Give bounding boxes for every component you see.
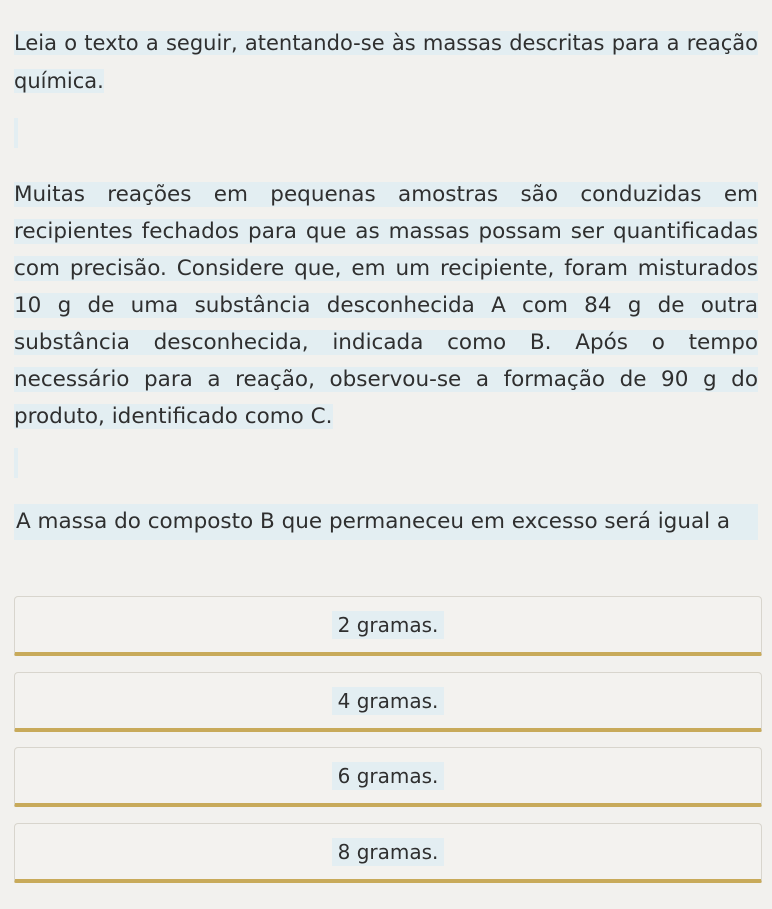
answer-option-3[interactable] bbox=[14, 747, 762, 807]
instruction-text-content: Leia o texto a seguir, atentando-se às massas descritas para a reação química. bbox=[14, 31, 758, 93]
passage-text-content: Muitas reações em pequenas amostras são conduzidas em recipientes fechados para que as massas possam ser quantificadas com precisão. Considere que, em um recipiente, foram misturados 10 g de uma substância desconhecida A com 84 g de outra substância desconhecida, indicada como B. Após o tempo necessário para a reação, observou-se a formação de 90 g do produto, identificado como C. bbox=[14, 182, 758, 429]
answer-option-4[interactable] bbox=[14, 823, 762, 883]
text-cursor-marker bbox=[14, 448, 18, 478]
answer-option-1[interactable] bbox=[14, 596, 762, 656]
answer-option-label: 2 gramas. bbox=[332, 611, 445, 639]
answer-option-label: 4 gramas. bbox=[332, 687, 445, 715]
instruction-text bbox=[14, 24, 758, 100]
question-prompt: A massa do composto B que permaneceu em excesso será igual a bbox=[14, 504, 758, 540]
answer-option-label: 8 gramas. bbox=[332, 838, 445, 866]
answer-option-label: 6 gramas. bbox=[332, 762, 445, 790]
answer-option-2[interactable] bbox=[14, 672, 762, 732]
passage-text bbox=[14, 176, 758, 435]
text-cursor-marker bbox=[14, 118, 18, 148]
